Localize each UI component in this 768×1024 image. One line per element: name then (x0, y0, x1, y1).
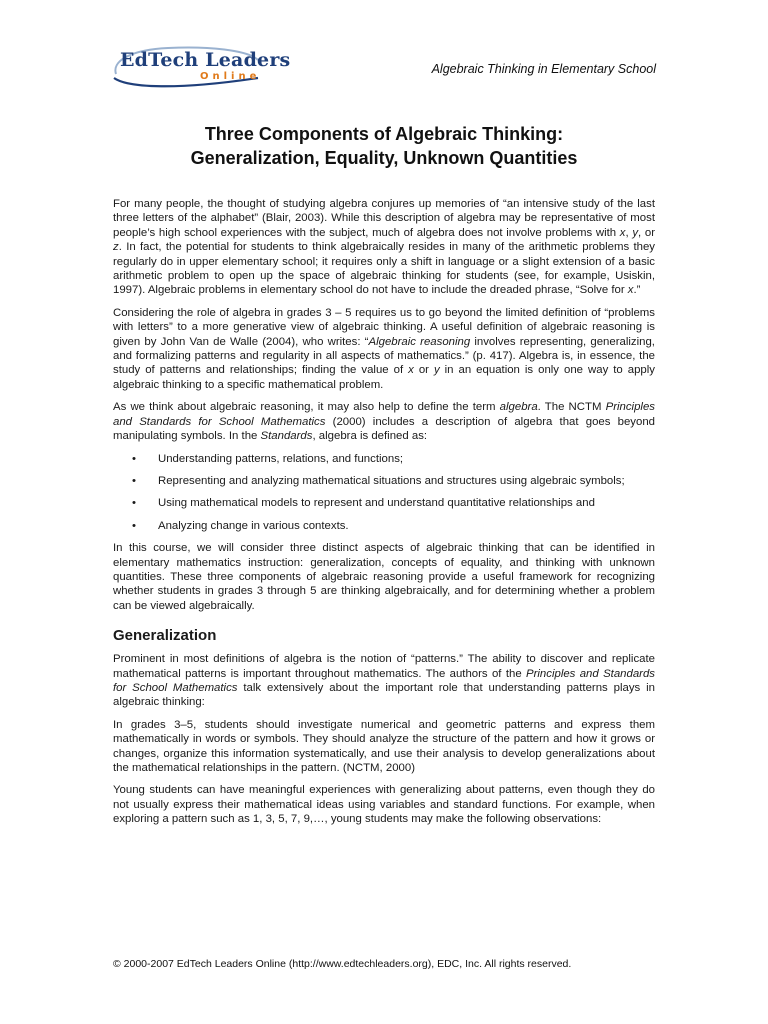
paragraph-intro: For many people, the thought of studying algebra conjures up memories of “an intensive study of the last three letters of the alphabet” (Blair, 2003). While this description of algebra may be representative of most people’s high school experiences with the subject, much of algebra does not involve problems with x, y, or z. In fact, the potential for students to think algebraically resides in many of the arithmetic problems they regularly do in upper elementary school; it requires only a shift in language or a slight extension of a basic arithmetic problem to open up the space of algebraic thinking for students (see, for example, Usiskin, 1997). Algebraic problems in elementary school do not have to include the dreaded phrase, “Solve for x.” (113, 198, 655, 297)
paragraph-three-components: In this course, we will consider three distinct aspects of algebraic thinking that can be identified in elementary mathematics instruction: generalization, concepts of equality, and thinking with unknown quantities. These three components of algebraic reasoning provide a useful framework for recognizing whether students in grades 3 through 5 are thinking algebraically, and for determining whether a problem can be viewed algebraically. (113, 542, 655, 612)
title-line-1: Three Components of Algebraic Thinking: (204, 124, 564, 144)
paragraph-young-students: Young students can have meaningful experiences with generalizing about patterns, even though they do not usually express their mathematical ideas using variables and standard functions. For example, when exploring a pattern such as 1, 3, 5, 7, 9,…, young students may make the following observations: (113, 784, 655, 826)
paragraph-patterns: Prominent in most definitions of algebra is the notion of “patterns.” The ability to discover and replicate mathematical patterns is important throughout mathematics. The authors of the Principles and Standards for School Mathematics talk extensively about the important role that understanding patterns plays in algebraic thinking: (113, 653, 655, 709)
list-item: • Representing and analyzing mathematical situations and structures using algebraic symbols; (113, 474, 655, 488)
section-heading-generalization: Generalization (113, 627, 217, 645)
edtech-leaders-logo (108, 44, 291, 90)
list-item: • Understanding patterns, relations, and functions; (113, 452, 655, 466)
copyright-footer: © 2000-2007 EdTech Leaders Online (http://www.edtechleaders.org), EDC, Inc. All rights reserved. (113, 958, 572, 970)
list-item: • Analyzing change in various contexts. (113, 519, 655, 533)
logo-sub-text: Online (200, 71, 261, 82)
running-header: Algebraic Thinking in Elementary School (431, 62, 656, 76)
paragraph-van-de-walle: Considering the role of algebra in grades 3 – 5 requires us to go beyond the limited definition of “problems with letters” to a more generative view of algebraic thinking. A useful definition of algebraic reasoning is given by John Van de Walle (2004), who writes: “Algebraic reasoning involves representing, generalizing, and formalizing patterns and regularity in all aspects of mathematics.” (p. 417). Algebra is, in essence, the study of patterns and relationships; finding the value of x or y in an equation is only one way to apply algebraic thinking to a specific mathematical problem. (113, 306, 655, 391)
algebra-definition-list (113, 452, 655, 534)
list-item: • Using mathematical models to represent and understand quantitative relationships and (113, 496, 655, 510)
paragraph-nctm-definition: As we think about algebraic reasoning, it may also help to define the term algebra. The NCTM Principles and Standards for School Mathematics (2000) includes a description of algebra that goes beyond manipulating symbols. In the Standards, algebra is defined as: (113, 401, 656, 443)
logo-main-text: EdTech Leaders (120, 49, 291, 71)
document-body (113, 197, 655, 835)
document-title (0, 122, 768, 170)
nctm-quote: In grades 3–5, students should investigate numerical and geometric patterns and express them mathematically in words or symbols. They should analyze the structure of the pattern and how it grows or changes, organize this information systematically, and use their analysis to develop generalizations about the mathematical relationships in the pattern. (NCTM, 2000) (113, 718, 655, 774)
title-line-2: Generalization, Equality, Unknown Quantities (190, 148, 578, 168)
